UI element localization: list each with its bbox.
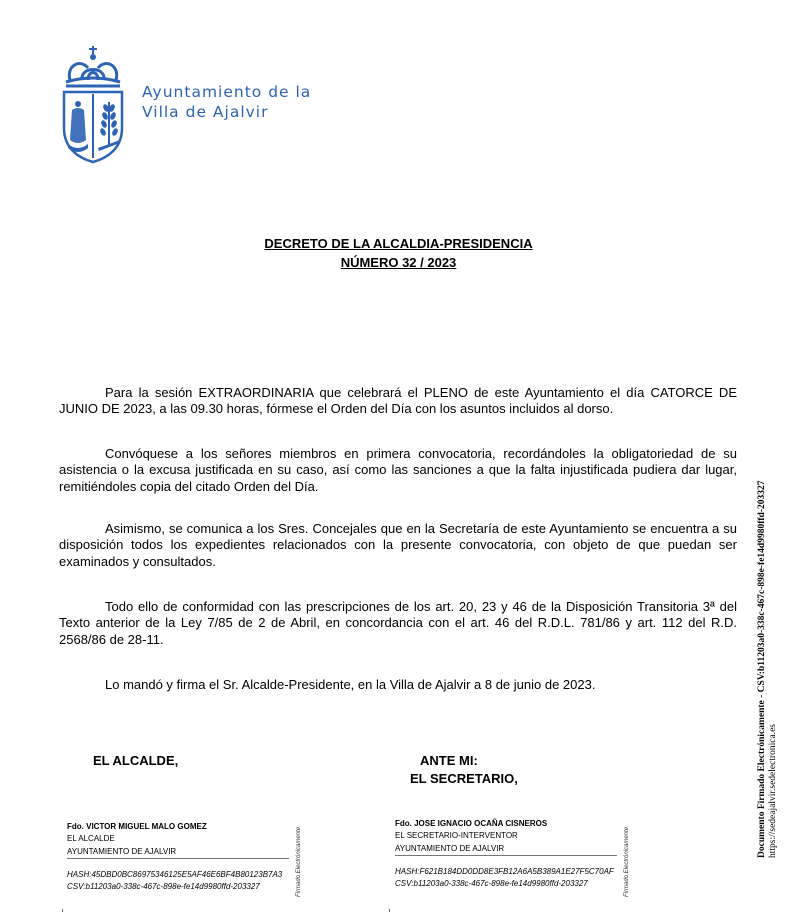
electronic-signature-side-stamp — [757, 481, 779, 859]
paragraph-signature-statement: Lo mandó y firma el Sr. Alcalde-Presidente, en la Villa de Ajalvir a 8 de junio de 2023. — [105, 677, 596, 692]
mayor-label: EL ALCALDE, — [93, 753, 179, 768]
org-line-2: Villa de Ajalvir — [142, 103, 269, 121]
organization-name — [142, 82, 311, 122]
side-stamp-url[interactable]: https://sedeajalvir.sedelectronica.es — [768, 723, 778, 858]
mayor-signer-role: EL ALCALDE — [67, 834, 115, 844]
mayor-signer-org: AYUNTAMIENTO DE AJALVIR — [67, 846, 289, 859]
secretary-signer-name: Fdo. JOSE IGNACIO OCAÑA CISNEROS — [395, 819, 548, 828]
side-stamp-label: Documento Firmado Electrónicamente - CSV: — [757, 671, 767, 858]
side-stamp-csv: b11203a0-338c-467c-898e-fe14d9980ffd-203327 — [757, 480, 767, 672]
mayor-signature-hash: HASH:45DBD0BC86975346125E5AF46E6BF4B80123B7A3 — [67, 870, 283, 880]
page-mark — [389, 909, 390, 912]
secretary-signature-hash: HASH:F621B184DD0DD8E3FB12A6A5B389A1E27F5C70AF — [395, 867, 614, 877]
secretary-signature-block — [395, 818, 617, 889]
mayor-signature-block — [67, 821, 289, 892]
paragraph-legal-basis: Todo ello de conformidad con las prescripciones de los art. 20, 23 y 46 de la Disposición Transitoria 3ª del Texto anterior de la Ley 7/85 de 2 de Abril, en concordancia con el art. 46 del R.D.L. 781/86 y art. 112 del R.D. 2568/86 de 28-11. — [59, 599, 737, 647]
org-line-1: Ayuntamiento de la — [142, 83, 312, 101]
decree-title: DECRETO DE LA ALCALDIA-PRESIDENCIA — [264, 236, 533, 251]
paragraph-documents: Asimismo, se comunica a los Sres. Concejales que en la Secretaría de este Ayuntamiento se encuentra a su disposición todos los expedientes relacionados con la presente convocatoria, con objeto de que puedan ser examinados y consultados. — [59, 521, 737, 569]
secretary-signature-stamp: Firmado Electrónicamente — [624, 826, 630, 897]
secretary-signer-role: EL SECRETARIO-INTERVENTOR — [395, 831, 518, 841]
mayor-signer-name: Fdo. VICTOR MIGUEL MALO GOMEZ — [67, 822, 207, 831]
secretary-signature-csv: CSV:b11203a0-338c-467c-898e-fe14d9980ffd-203327 — [395, 878, 588, 888]
before-me-label: ANTE MI: — [420, 753, 478, 768]
decree-number: NÚMERO 32 / 2023 — [340, 255, 457, 270]
mayor-signature-stamp: Firmado Electrónicamente — [296, 826, 302, 897]
paragraph-convocation: Convóquese a los señores miembros en primera convocatoria, recordándoles la obligatoriedad de su asistencia o la excusa justificada en su caso, así como las sanciones a que la falta injustificada pudiera dar lugar, remitiéndoles copia del citado Orden del Día. — [59, 446, 737, 494]
mayor-signature-csv: CSV:b11203a0-338c-467c-898e-fe14d9980ffd-203327 — [67, 881, 260, 891]
secretary-label: EL SECRETARIO, — [410, 771, 518, 786]
page-mark — [62, 909, 63, 912]
secretary-signer-org: AYUNTAMIENTO DE AJALVIR — [395, 843, 617, 856]
paragraph-session: Para la sesión EXTRAORDINARIA que celebrará el PLENO de este Ayuntamiento el día CATORCE DE JUNIO DE 2023, a las 09.30 horas, fórmese el Orden del Día con los asuntos incluidos al dorso. — [59, 385, 737, 417]
coat-of-arms-logo — [58, 44, 128, 164]
